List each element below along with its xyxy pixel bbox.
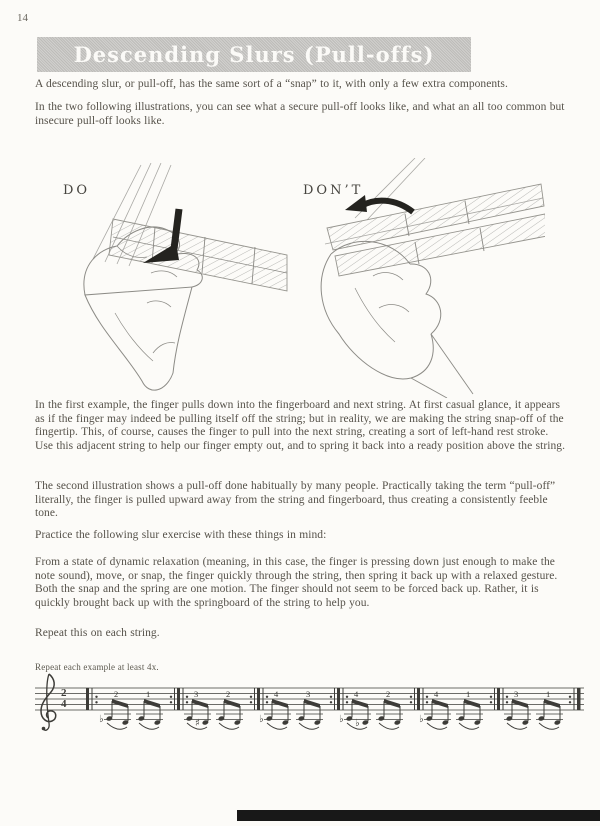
paragraph-repeat: Repeat this on each string.: [35, 627, 160, 639]
svg-text:1: 1: [146, 689, 151, 699]
svg-text:4: 4: [434, 689, 439, 699]
paragraph-practice: Practice the following slur exercise with these things in mind:: [35, 529, 327, 541]
scan-artifact-bar: [237, 810, 600, 821]
svg-text:♭: ♭: [259, 714, 264, 725]
music-staff-notation: [0, 670, 600, 765]
svg-text:2: 2: [61, 687, 67, 699]
paragraph-first-example: In the first example, the finger pulls down into the fingerboard and next string. At first casual glance, it appears as if the finger may indeed be pulling itself off the string; but in reality, we are making the string snap-off of the fingertip. This, of course, causes the finger to pull into the next string, creating a sort of left-hand rest stroke. Use this adjacent string to help our finger empty out, and to spring it back into a ready position above the string.: [35, 399, 565, 452]
paragraph-second-example: The second illustration shows a pull-off done habitually by many people. Practically taking the term “pull-off” literally, the finger is pulled upward away from the string and fingerboard, thus creating a consistently feeble tone.: [35, 480, 556, 520]
page-title: Descending Slurs (Pull-offs): [73, 42, 435, 67]
svg-text:1: 1: [546, 689, 551, 699]
fingerboard: [109, 219, 287, 291]
paragraph-intro: A descending slur, or pull-off, has the same sort of a “snap” to it, with only a few extra components.: [35, 78, 508, 90]
do-illustration: [55, 163, 295, 398]
svg-text:4: 4: [354, 689, 359, 699]
fingerboard: [327, 184, 545, 276]
chapter-title-bar: [37, 37, 471, 72]
paragraph-illustrations: In the two following illustrations, you can see what a secure pull-off looks like, and what an all too common but insecure pull-off looks like.: [35, 101, 565, 127]
svg-text:3: 3: [194, 689, 199, 699]
svg-text:3: 3: [306, 689, 311, 699]
svg-text:1: 1: [466, 689, 471, 699]
svg-text:♭: ♭: [419, 714, 424, 725]
svg-text:4: 4: [61, 698, 67, 710]
svg-text:2: 2: [114, 689, 119, 699]
page-number: 14: [17, 12, 28, 24]
svg-text:♭: ♭: [99, 714, 104, 725]
paragraph-relaxation: From a state of dynamic relaxation (meaning, in this case, the finger is pressing down just enough to make the note sound), move, or snap, the finger quickly through the string, then spring it back up with a relaxed gesture. Both the snap and the spring are one motion. The finger should not seem to be forced back up. Rather, it is quickly brought back up with the springboard of the string to help you.: [35, 556, 558, 609]
svg-text:2: 2: [386, 689, 391, 699]
svg-text:♯: ♯: [195, 718, 200, 729]
svg-text:4: 4: [274, 689, 279, 699]
svg-text:♭: ♭: [339, 714, 344, 725]
pull-up-arrow-icon: [345, 195, 413, 212]
svg-text:3: 3: [514, 689, 519, 699]
music-exercise-caption: Repeat each example at least 4x.: [35, 662, 159, 672]
dont-illustration: [295, 158, 545, 398]
svg-text:♭: ♭: [355, 718, 360, 729]
do-label: DO: [63, 183, 91, 198]
svg-text:2: 2: [226, 689, 231, 699]
dont-label: DON’T: [303, 183, 364, 198]
staff-svg: [0, 670, 600, 765]
